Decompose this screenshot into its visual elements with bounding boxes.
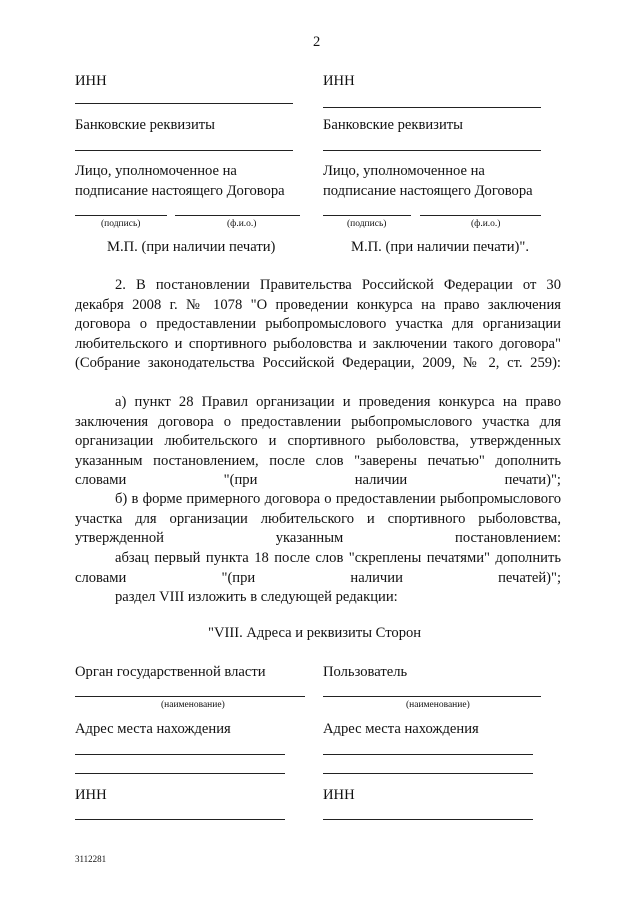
fio-caption-left: (ф.и.о.) [227,219,257,229]
user-label-right: Пользователь [323,664,408,680]
inn-bottom-label-left: ИНН [75,787,107,803]
address-line1-left [75,754,285,755]
inn-label-left: ИНН [75,73,107,89]
signature-caption-right: (подпись) [347,219,387,229]
inn-line-left [75,103,293,104]
inn-bottom-line-right [323,819,533,820]
fio-caption-right: (ф.и.о.) [471,219,501,229]
inn-bottom-label-right: ИНН [323,787,355,803]
org-label-left: Орган государственной власти [75,664,266,680]
org-line-left [75,696,305,697]
stamp-right: М.П. (при наличии печати)". [351,239,530,255]
person-line1-left: Лицо, уполномоченное на [75,163,237,179]
bank-line-left [75,150,293,151]
inn-label-right: ИНН [323,73,355,89]
user-caption-right: (наименование) [406,700,470,710]
paragraph-2b-abzac: абзац первый пункта 18 после слов "скреплены печатями" дополнить словами "(при наличии печатей)"; [75,550,561,586]
footer-code: 3112281 [75,854,107,864]
paragraph-2b: б) в форме примерного договора о предоставлении рыбопромыслового участка для организации любительского и спортивного рыболовства, утвержденной указанным постановлением: [75,491,561,546]
bank-label-left: Банковские реквизиты [75,117,215,133]
inn-line-right [323,107,541,108]
paragraph-2b-section: раздел VIII изложить в следующей редакции: [115,589,398,605]
person-line2-left: подписание настоящего Договора [75,183,285,199]
fio-line-right [420,215,541,216]
address-label-left: Адрес места нахождения [75,721,231,737]
section-title: "VIII. Адреса и реквизиты Сторон [208,625,422,641]
person-line2-right: подписание настоящего Договора [323,183,533,199]
org-caption-left: (наименование) [161,700,225,710]
person-line1-right: Лицо, уполномоченное на [323,163,485,179]
page-number: 2 [313,34,321,50]
address-line1-right [323,754,533,755]
fio-line-left [175,215,300,216]
signature-line-left [75,215,167,216]
bank-line-right [323,150,541,151]
paragraph-2a: а) пункт 28 Правил организации и проведения конкурса на право заключения договора о предоставлении рыбопромыслового участка для организации любительского и спортивного рыболовства, утвержденных указанным постановлением, после слов "заверены печатью" дополнить словами "(при наличии печати)"; [75,394,561,488]
address-line2-right [323,773,533,774]
address-line2-left [75,773,285,774]
address-label-right: Адрес места нахождения [323,721,479,737]
bank-label-right: Банковские реквизиты [323,117,463,133]
user-line-right [323,696,541,697]
inn-bottom-line-left [75,819,285,820]
signature-line-right [323,215,411,216]
paragraph-2: 2. В постановлении Правительства Российской Федерации от 30 декабря 2008 г. № 1078 "О проведении конкурса на право заключения договора о предоставлении рыбопромыслового участка для организации любительского и спортивного рыболовства и заключении такого договора" (Собрание законодательства Российской Федерации, 2009, № 2, ст. 259): [75,277,561,371]
signature-caption-left: (подпись) [101,219,141,229]
stamp-left: М.П. (при наличии печати) [107,239,276,255]
